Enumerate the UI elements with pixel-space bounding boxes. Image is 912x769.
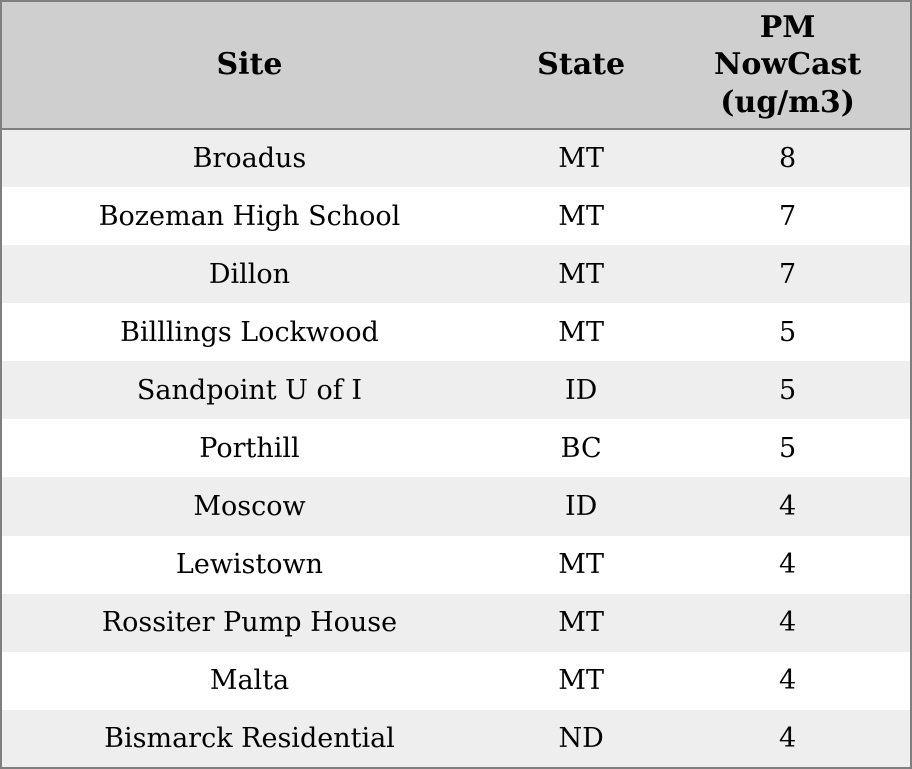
table-row (1, 245, 911, 303)
state-cell: ID (564, 491, 598, 522)
pm-nowcast-cell: 5 (779, 432, 797, 464)
table-row (1, 594, 911, 652)
site-cell: Moscow (193, 491, 306, 522)
column-header-state (497, 1, 665, 129)
site-cell: Malta (209, 665, 290, 697)
state-cell: ND (558, 722, 604, 754)
pm-nowcast-cell: 7 (779, 258, 797, 290)
pm-nowcast-cell: 4 (779, 722, 797, 754)
table-body (1, 129, 911, 768)
column-header-site (1, 1, 497, 129)
column-header-pm-nowcast (665, 1, 911, 129)
pm-nowcast-cell: 4 (779, 491, 797, 522)
site-cell: Lewistown (175, 549, 324, 581)
site-cell: Bozeman High School (98, 200, 401, 232)
table-row (1, 129, 911, 187)
site-cell: Billlings Lockwood (120, 316, 379, 348)
site-cell: Rossiter Pump House (101, 607, 398, 639)
pm-nowcast-cell: 5 (779, 316, 797, 348)
table-row (1, 187, 911, 245)
pm-nowcast-cell: 7 (779, 200, 797, 232)
state-cell: MT (558, 316, 604, 348)
site-cell: Sandpoint U of I (136, 374, 363, 406)
state-cell: ID (564, 374, 598, 406)
pm-nowcast-cell: 8 (779, 143, 797, 175)
table-row (1, 303, 911, 361)
pm-nowcast-cell: 4 (779, 665, 797, 697)
state-cell: MT (558, 200, 604, 232)
table-row (1, 419, 911, 477)
state-cell: MT (558, 607, 604, 639)
header-row (1, 1, 911, 129)
table-row (1, 477, 911, 535)
pm-nowcast-cell: 4 (779, 607, 797, 639)
state-cell: BC (560, 432, 602, 464)
state-cell: MT (558, 549, 604, 581)
table-row (1, 536, 911, 594)
table-row (1, 710, 911, 768)
site-cell: Broadus (192, 143, 307, 175)
table-header (1, 1, 911, 129)
state-cell: MT (558, 665, 604, 697)
table-row (1, 652, 911, 710)
site-cell: Porthill (199, 432, 300, 464)
column-header-pm-nowcast-label: PM NowCast (ug/m3) (713, 9, 862, 120)
state-cell: MT (558, 258, 604, 290)
column-header-site-label: Site (216, 47, 283, 83)
column-header-state-label: State (537, 47, 626, 83)
site-cell: Bismarck Residential (104, 722, 395, 754)
pm-nowcast-cell: 4 (779, 549, 797, 581)
table-row (1, 361, 911, 419)
site-cell: Dillon (208, 258, 291, 290)
state-cell: MT (558, 143, 604, 175)
pm-nowcast-cell: 5 (779, 374, 797, 406)
